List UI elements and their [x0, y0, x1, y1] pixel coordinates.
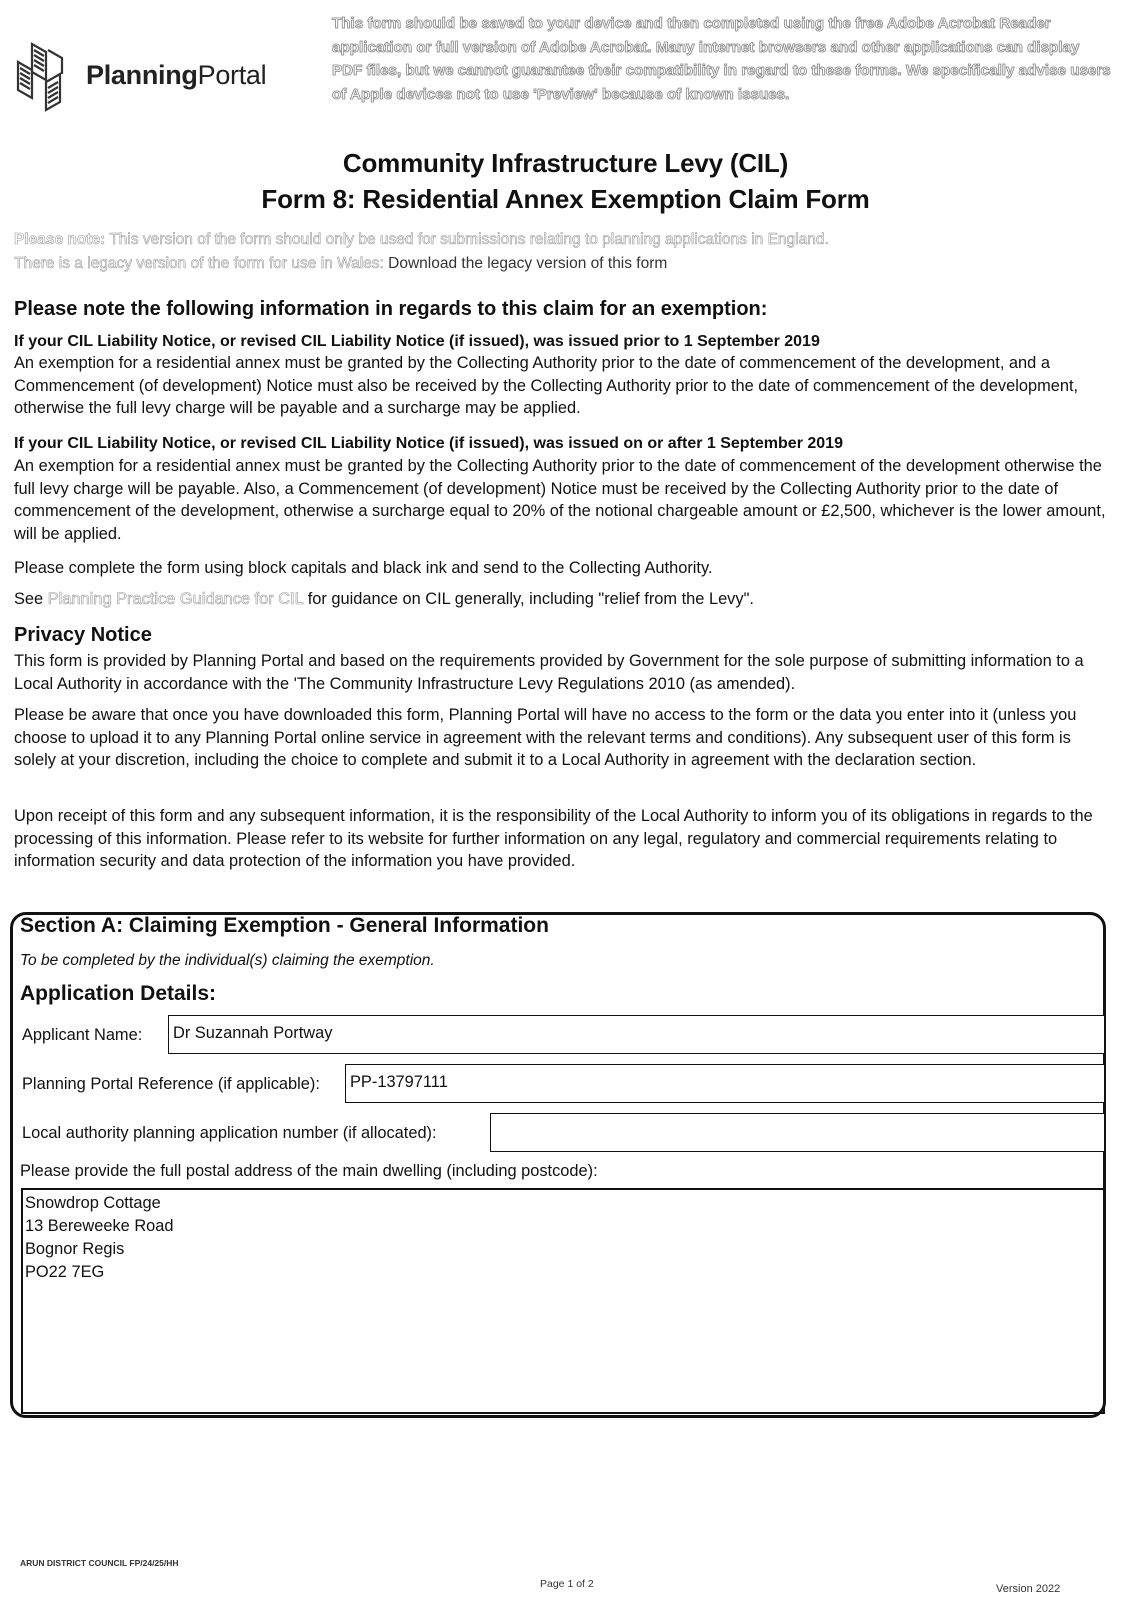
address-line: PO22 7EG [25, 1263, 105, 1281]
prior-2019-text: An exemption for a residential annex must be granted by the Collecting Authority prior to the date of commencement of the development, and a Commencement (of development) Notice must also be received by the Collecting Authority prior to the date of commencement of the development, otherwise the full levy charge will be payable and a surcharge may be applied. [14, 354, 1079, 418]
section-a-note: To be completed by the individual(s) claiming the exemption. [20, 952, 435, 969]
version-note-text: This version of the form should only be used for submissions relating to planning applications in England. [109, 231, 829, 248]
form-title-line2: Form 8: Residential Annex Exemption Claim Form [261, 184, 870, 214]
privacy-paragraph-1: This form is provided by Planning Portal and based on the requirements provided by Government for the sole purpose of submitting information to a Local Authority in accordance with the 'The Community Infrastructure Levy Regulations 2010 (as amended). [14, 652, 1084, 693]
page-number: Page 1 of 2 [540, 1578, 594, 1590]
applicant-name-label: Applicant Name: [22, 1026, 143, 1044]
privacy-heading: Privacy Notice [14, 624, 152, 646]
info-heading: Please note the following information in regards to this claim for an exemption: [14, 298, 768, 320]
logo-wordmark: PlanningPortal [86, 60, 267, 90]
after-2019-text: An exemption for a residential annex must be granted by the Collecting Authority prior to the date of commencement of the development otherwise the full levy charge will be payable. Also, a Commencement (of development) Notice must be received by the Collecting Authority prior to the date of commencement of the development, otherwise a surcharge equal to 20% of the notional chargeable amount or £2,500, whichever is the lower amount, will be applied. [14, 457, 1106, 544]
address-line: 13 Bereweeke Road [25, 1217, 174, 1235]
form-version: Version 2022 [996, 1583, 1061, 1595]
planning-portal-reference-field[interactable]: PP-13797111 [345, 1064, 1105, 1103]
reference-label: Planning Portal Reference (if applicable): [22, 1075, 320, 1093]
planning-portal-logo-icon [14, 40, 76, 120]
planning-portal-logo [14, 40, 284, 120]
privacy-paragraph-2: Please be aware that once you have downloaded this form, Planning Portal will have no access to the form or the data you enter into it (unless you choose to upload it to any Planning Portal online service in agreement with the relevant terms and conditions). Any subsequent user of this form is solely at your discretion, including the choice to complete and submit it to a Local Authority in agreement with the declaration section. [14, 706, 1077, 770]
prior-2019-heading: If your CIL Liability Notice, or revised CIL Liability Notice (if issued), was issued prior to 1 September 2019 [14, 333, 820, 350]
legacy-version-link[interactable]: Download the legacy version of this form [388, 255, 668, 272]
address-label: Please provide the full postal address of the main dwelling (including postcode): [20, 1162, 598, 1180]
la-application-number-label: Local authority planning application number (if allocated): [22, 1124, 437, 1142]
la-application-number-field[interactable] [490, 1113, 1105, 1152]
pdf-usage-notice: This form should be saved to your device and then completed using the free Adobe Acrobat Reader application or full version of Adobe Acrobat. Many internet browsers and other applications can display PDF files, but we cannot guarantee their compatibility in regard to these forms. We specifically advise users of Apple devices not to use 'Preview' because of known issues. [332, 15, 1111, 103]
after-2019-heading: If your CIL Liability Notice, or revised CIL Liability Notice (if issued), was issued on or after 1 September 2019 [14, 435, 843, 452]
legacy-note-text: There is a legacy version of the form for use in Wales: [14, 255, 384, 272]
cil-guidance-link[interactable]: Planning Practice Guidance for CIL [47, 590, 304, 608]
section-a-title: Section A: Claiming Exemption - General Information [20, 914, 549, 937]
council-reference: ARUN DISTRICT COUNCIL FP/24/25/HH [20, 1558, 179, 1568]
privacy-paragraph-3: Upon receipt of this form and any subsequent information, it is the responsibility of the Local Authority to inform you of its obligations in regards to the processing of this information. Please refer to its website for further information on any legal, regulatory and commercial requirements relating to information security and data protection of the information you have provided. [14, 807, 1093, 871]
complete-instructions: Please complete the form using block capitals and black ink and send to the Collecting Authority. [14, 559, 713, 577]
main-dwelling-address-field[interactable] [21, 1188, 1105, 1414]
application-details-heading: Application Details: [20, 982, 217, 1005]
guidance-line: See Planning Practice Guidance for CIL for guidance on CIL generally, including "relief from the Levy". [14, 590, 754, 608]
address-line: Snowdrop Cottage [25, 1194, 161, 1212]
version-note [14, 228, 1104, 276]
form-title-line1: Community Infrastructure Levy (CIL) [342, 148, 789, 178]
version-note-label: Please note: [14, 231, 106, 248]
applicant-name-field[interactable]: Dr Suzannah Portway [168, 1015, 1105, 1054]
address-line: Bognor Regis [25, 1240, 125, 1258]
